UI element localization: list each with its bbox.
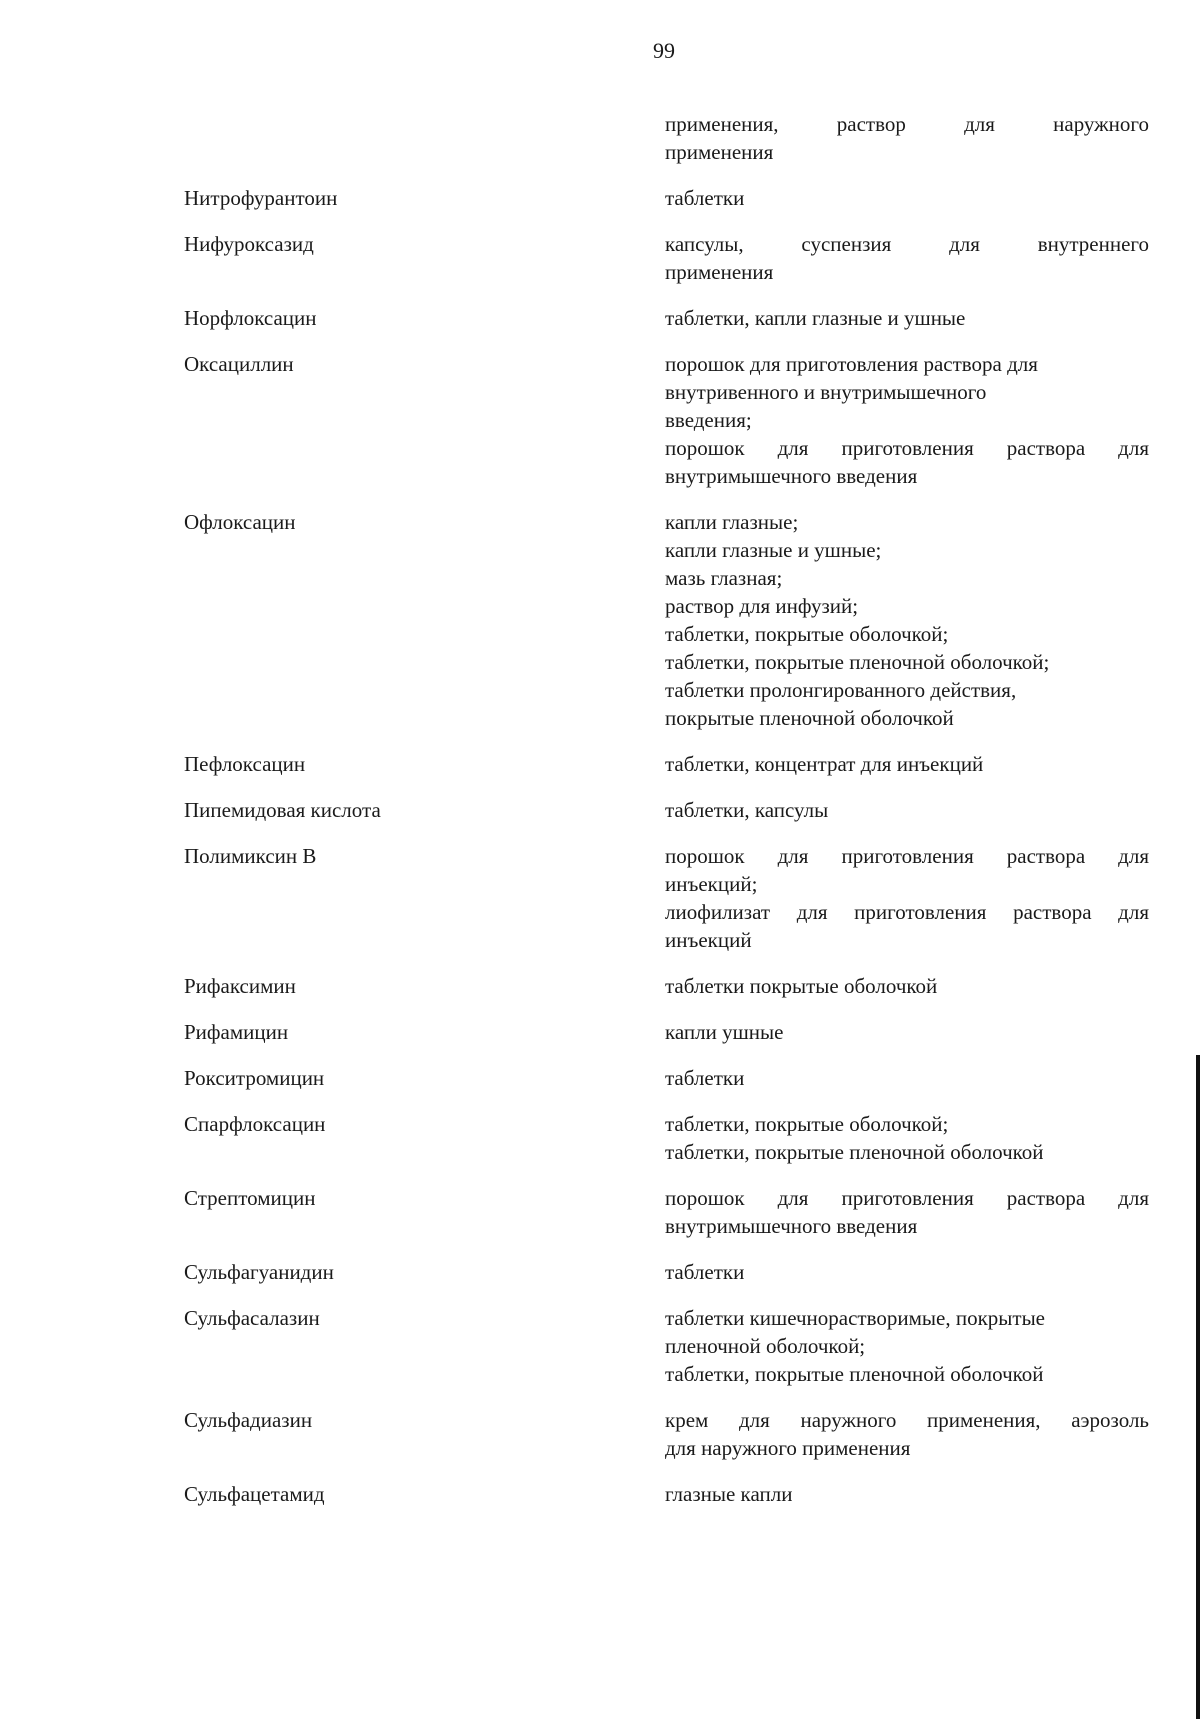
dosage-form-line: раствор для инфузий; xyxy=(665,594,859,618)
dosage-form-line: для наружного применения xyxy=(665,1436,911,1460)
dosage-form-line: таблетки покрытые оболочкой xyxy=(665,974,938,998)
drug-table xyxy=(0,110,1200,1508)
dosage-form-line: таблетки пролонгированного действия, xyxy=(665,678,1017,702)
dosage-forms xyxy=(665,1480,1149,1508)
drug-name: Рокситромицин xyxy=(184,1066,325,1090)
dosage-form-line: капли глазные; xyxy=(665,510,799,534)
drug-name: Сульфасалазин xyxy=(184,1306,320,1330)
dosage-form-line: капсулы, суспензия для внутреннего xyxy=(665,232,1149,256)
dosage-form-line: пленочной оболочкой; xyxy=(665,1334,866,1358)
dosage-form-line: порошок для приготовления раствора для xyxy=(665,844,1149,868)
drug-name: Нифуроксазид xyxy=(184,232,314,256)
dosage-form-line: инъекций xyxy=(665,928,752,952)
dosage-forms xyxy=(665,1304,1149,1388)
drug-name xyxy=(0,110,481,166)
table-row xyxy=(0,508,1200,732)
dosage-form-line: таблетки, покрытые пленочной оболочкой xyxy=(665,1140,1044,1164)
drug-name: Пипемидовая кислота xyxy=(184,798,381,822)
table-row xyxy=(0,796,1200,824)
dosage-forms xyxy=(665,350,1149,490)
table-row xyxy=(0,1304,1200,1388)
table-row xyxy=(0,110,1200,166)
drug-name: Нитрофурантоин xyxy=(184,186,338,210)
page-number: 99 xyxy=(653,38,675,63)
dosage-forms xyxy=(665,750,1149,778)
dosage-form-line: таблетки, покрытые пленочной оболочкой; xyxy=(665,650,1050,674)
table-row xyxy=(0,1018,1200,1046)
table-row xyxy=(0,842,1200,954)
table-row xyxy=(0,230,1200,286)
dosage-form-line: таблетки кишечнорастворимые, покрытые xyxy=(665,1306,1045,1330)
dosage-form-line: покрытые пленочной оболочкой xyxy=(665,706,954,730)
table-row xyxy=(0,184,1200,212)
dosage-form-line: таблетки, покрытые оболочкой; xyxy=(665,1112,949,1136)
dosage-form-line: инъекций; xyxy=(665,872,758,896)
dosage-form-line: таблетки, покрытые оболочкой; xyxy=(665,622,949,646)
dosage-form-line: таблетки, концентрат для инъекций xyxy=(665,752,984,776)
dosage-form-line: глазные капли xyxy=(665,1482,793,1506)
table-row xyxy=(0,1480,1200,1508)
dosage-form-line: внутривенного и внутримышечного xyxy=(665,380,987,404)
table-row xyxy=(0,1064,1200,1092)
table-row xyxy=(0,750,1200,778)
table-row xyxy=(0,1110,1200,1166)
drug-name: Пефлоксацин xyxy=(184,752,306,776)
dosage-forms xyxy=(665,1110,1149,1166)
dosage-form-line: порошок для приготовления раствора для xyxy=(665,352,1038,376)
table-row xyxy=(0,1258,1200,1286)
dosage-form-line: капли ушные xyxy=(665,1020,784,1044)
table-row xyxy=(0,350,1200,490)
table-row xyxy=(0,1184,1200,1240)
dosage-forms xyxy=(665,1406,1149,1462)
dosage-form-line: таблетки xyxy=(665,1260,745,1284)
dosage-form-line: порошок для приготовления раствора для xyxy=(665,1186,1149,1210)
dosage-form-line: внутримышечного введения xyxy=(665,464,918,488)
dosage-forms xyxy=(665,1064,1149,1092)
drug-name: Стрептомицин xyxy=(184,1186,316,1210)
drug-name: Норфлоксацин xyxy=(184,306,317,330)
table-row xyxy=(0,304,1200,332)
drug-name: Полимиксин В xyxy=(184,844,317,868)
drug-name: Сульфацетамид xyxy=(184,1482,325,1506)
dosage-form-line: внутримышечного введения xyxy=(665,1214,918,1238)
dosage-form-line: порошок для приготовления раствора для xyxy=(665,436,1149,460)
dosage-form-line: крем для наружного применения, аэрозоль xyxy=(665,1408,1149,1432)
dosage-form-line: мазь глазная; xyxy=(665,566,783,590)
dosage-forms xyxy=(665,230,1149,286)
drug-name: Офлоксацин xyxy=(184,510,296,534)
dosage-forms xyxy=(665,1018,1149,1046)
drug-name: Рифаксимин xyxy=(184,974,296,998)
table-row xyxy=(0,972,1200,1000)
binding-edge-line xyxy=(1196,1055,1200,1719)
dosage-forms xyxy=(665,842,1149,954)
dosage-forms xyxy=(665,304,1149,332)
drug-name: Сульфагуанидин xyxy=(184,1260,334,1284)
dosage-form-line: таблетки, капсулы xyxy=(665,798,829,822)
dosage-forms xyxy=(665,1184,1149,1240)
drug-name: Сульфадиазин xyxy=(184,1408,313,1432)
dosage-form-line: капли глазные и ушные; xyxy=(665,538,882,562)
dosage-form-line: таблетки xyxy=(665,1066,745,1090)
dosage-form-line: введения; xyxy=(665,408,752,432)
dosage-forms xyxy=(665,972,1149,1000)
drug-name: Спарфлоксацин xyxy=(184,1112,326,1136)
dosage-form-line: лиофилизат для приготовления раствора для xyxy=(665,900,1149,924)
dosage-form-line: применения, раствор для наружного xyxy=(665,112,1149,136)
dosage-forms xyxy=(665,508,1149,732)
dosage-form-line: таблетки xyxy=(665,186,745,210)
dosage-forms xyxy=(665,110,1149,166)
dosage-form-line: таблетки, покрытые пленочной оболочкой xyxy=(665,1362,1044,1386)
table-row xyxy=(0,1406,1200,1462)
drug-name: Оксациллин xyxy=(184,352,294,376)
dosage-forms xyxy=(665,1258,1149,1286)
dosage-form-line: применения xyxy=(665,260,774,284)
drug-name: Рифамицин xyxy=(184,1020,289,1044)
dosage-forms xyxy=(665,184,1149,212)
dosage-forms xyxy=(665,796,1149,824)
dosage-form-line: таблетки, капли глазные и ушные xyxy=(665,306,966,330)
dosage-form-line: применения xyxy=(665,140,774,164)
